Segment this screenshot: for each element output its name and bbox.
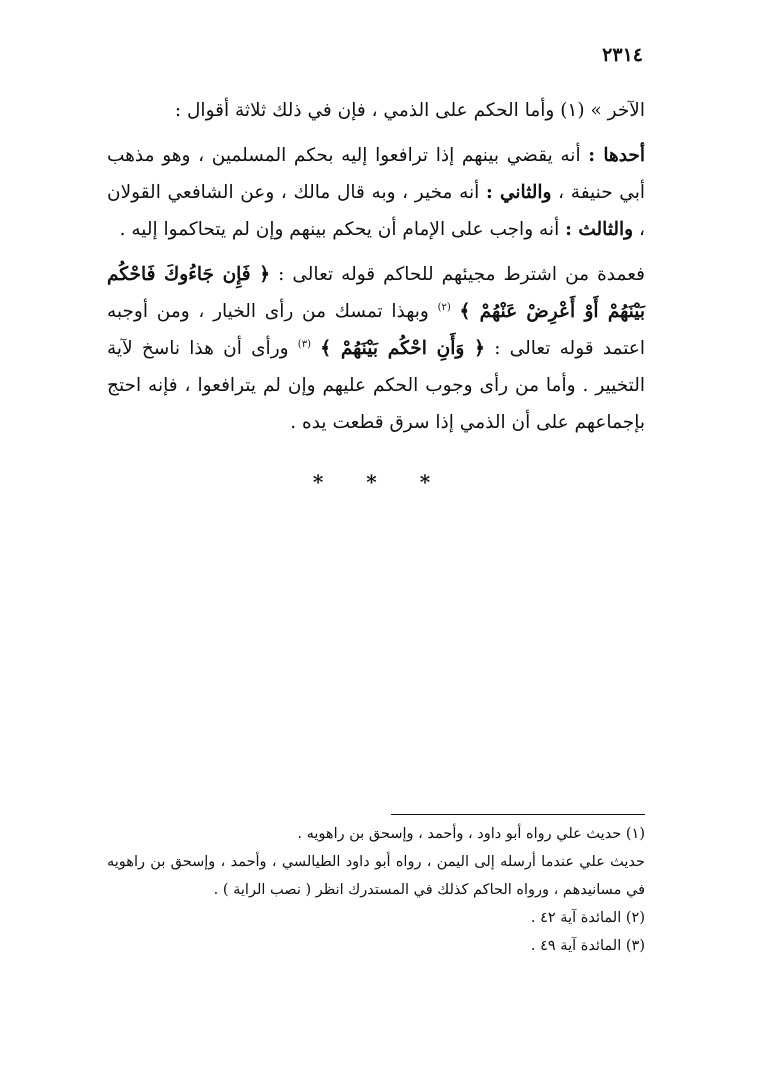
evidence-intro: فعمدة من اشترط مجيئهم للحاكم قوله تعالى : [278,264,645,285]
page-number: ٢٣١٤ [602,44,643,66]
paragraph-gap [107,129,645,137]
quran-verse-2: ﴿ وَأَنِ احْكُم بَيْنَهُمْ ﴾ [320,338,485,359]
third-opinion-label: والثالث : [565,219,634,240]
evidence-end: ورأى أن هذا ناسخ لآية التخيير . وأما من رأى وجوب الحكم عليهم وإن لم يترافعوا ، فإنه احتج بإجماعهم على أن الذمي إذا سرق قطعت يده . [107,338,645,433]
opinions-paragraph [107,137,645,248]
paragraph-gap [107,248,645,256]
footnote-3: (٣) المائدة آية ٤٩ . [530,938,645,954]
intro-paragraph: الآخر » (١) وأما الحكم على الذمي ، فإن في ذلك ثلاثة أقوال : [174,100,645,121]
third-opinion-text: أنه واجب على الإمام أن يحكم بينهم وإن لم يتحاكموا إليه . [119,219,560,240]
second-opinion-label: والثاني : [485,182,552,203]
first-opinion-label: أحدها : [588,145,645,166]
footnote-2: (٢) المائدة آية ٤٢ . [530,910,645,926]
footnote-ref-3: (٣) [297,338,311,350]
first-opinion-text: أنه يقضي بينهم إذا ترافعوا إليه بحكم المسلمين ، وهو مذهب أبي حنيفة ، [107,145,646,203]
evidence-paragraph [107,256,645,441]
footnote-1-detail: حديث علي عندما أرسله إلى اليمن ، رواه أبو داود الطيالسي ، وأحمد ، وإسحق بن راهويه في مسانيدهم ، ورواه الحاكم كذلك في المستدرك انظر ( نصب الراية ) . [107,854,645,898]
footnote-1: (١) حديث علي رواه أبو داود ، وأحمد ، وإسحق بن راهويه . [297,826,645,842]
main-text [107,92,645,441]
footnote-divider [391,814,645,815]
quran-verse-1: ﴿ فَإِن جَاءُوكَ فَاحْكُم بَيْنَهُمْ أَوْ أَعْرِضْ عَنْهُمْ ﴾ [107,264,645,322]
footnotes [107,820,645,960]
evidence-middle: وبهذا تمسك من رأى الخيار ، ومن أوجبه اعتمد قوله تعالى : [107,301,645,359]
section-separator: * * * [312,470,449,494]
second-opinion-text: أنه مخير ، وبه قال مالك ، وعن الشافعي القولان ، [107,182,645,240]
footnote-ref-2: (٢) [437,301,451,313]
